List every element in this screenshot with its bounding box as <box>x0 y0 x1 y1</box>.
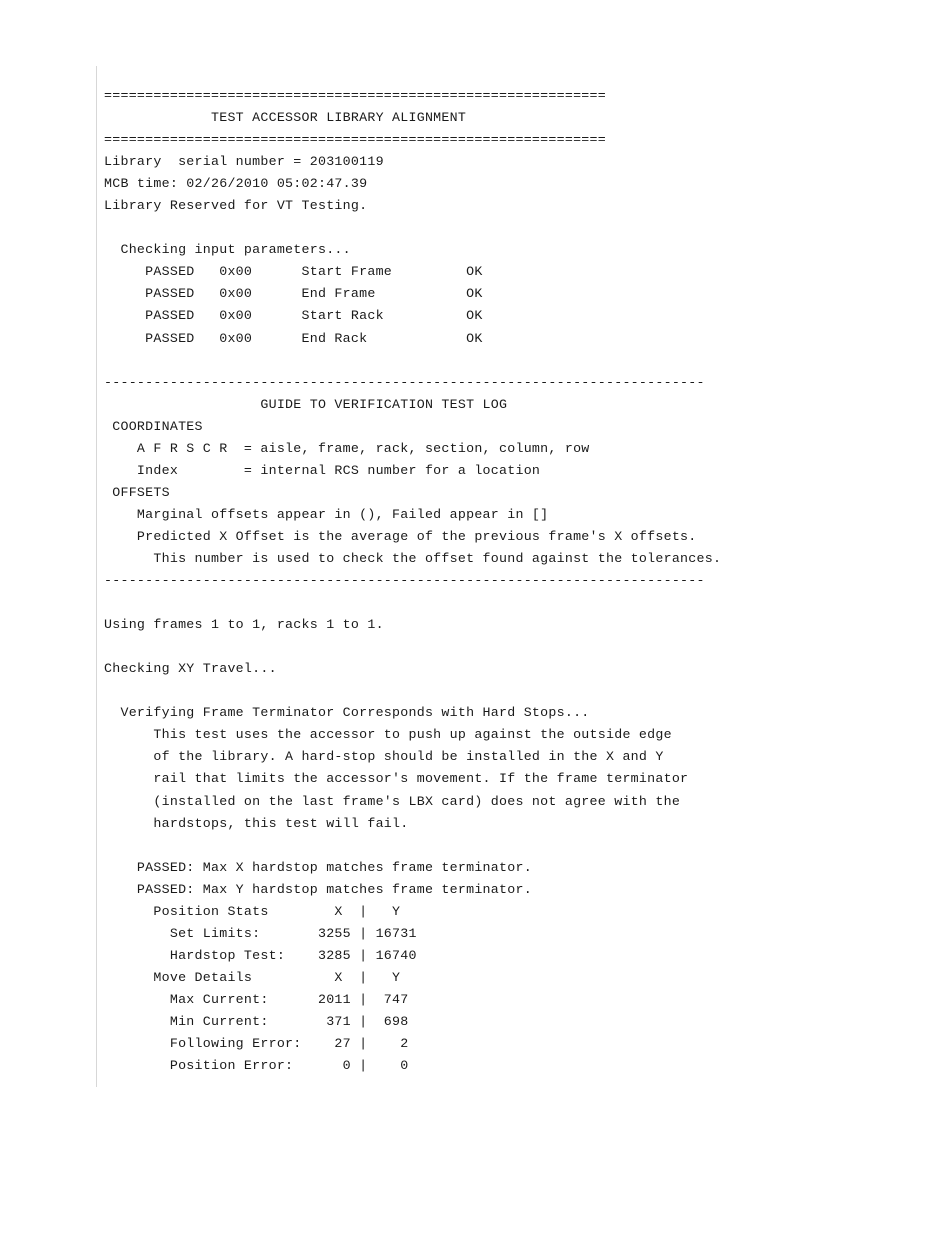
log-line: MCB time: 02/26/2010 05:02:47.39 <box>104 176 368 192</box>
log-line: hardstops, this test will fail. <box>104 815 409 831</box>
log-line: ------------------------------------------------------------------------- <box>104 573 705 589</box>
log-line: rail that limits the accessor's movement. If the frame terminator <box>104 771 689 787</box>
log-line: OFFSETS <box>104 484 170 500</box>
log-line: ------------------------------------------------------------------------- <box>104 374 705 390</box>
log-line: Marginal offsets appear in (), Failed appear in [] <box>104 506 549 522</box>
log-line: Hardstop Test: 3285 | 16740 <box>104 947 417 963</box>
log-line: COORDINATES <box>104 418 203 434</box>
log-line: PASSED 0x00 End Frame OK <box>104 286 483 302</box>
log-line: (installed on the last frame's LBX card) does not agree with the <box>104 793 681 809</box>
log-line: PASSED: Max X hardstop matches frame terminator. <box>104 859 532 875</box>
log-line: Position Stats X | Y <box>104 903 401 919</box>
log-line: ============================================================= <box>104 88 606 103</box>
log-line <box>104 636 721 658</box>
log-line: Max Current: 2011 | 747 <box>104 991 409 1007</box>
log-line: Library Reserved for VT Testing. <box>104 198 368 214</box>
log-line <box>104 835 721 857</box>
log-line: Checking XY Travel... <box>104 661 277 677</box>
test-log-text <box>104 85 721 1077</box>
log-line: Predicted X Offset is the average of the previous frame's X offsets. <box>104 528 697 544</box>
log-line: PASSED 0x00 End Rack OK <box>104 330 483 346</box>
log-line: GUIDE TO VERIFICATION TEST LOG <box>104 396 508 412</box>
log-line <box>104 350 721 372</box>
log-line <box>104 592 721 614</box>
log-line: Using frames 1 to 1, racks 1 to 1. <box>104 617 384 633</box>
log-line: ============================================================= <box>104 132 606 148</box>
log-line: A F R S C R = aisle, frame, rack, section, column, row <box>104 440 590 456</box>
log-line: Following Error: 27 | 2 <box>104 1036 409 1052</box>
log-line: Verifying Frame Terminator Corresponds with Hard Stops... <box>104 705 590 721</box>
log-line: Min Current: 371 | 698 <box>104 1013 409 1029</box>
log-line <box>104 680 721 702</box>
left-margin-rule <box>96 66 97 1087</box>
log-line: This number is used to check the offset found against the tolerances. <box>104 550 722 566</box>
log-line: PASSED: Max Y hardstop matches frame terminator. <box>104 881 532 897</box>
log-line: Position Error: 0 | 0 <box>104 1058 409 1074</box>
log-line <box>104 217 721 239</box>
log-line: Library serial number = 203100119 <box>104 154 384 170</box>
log-line: of the library. A hard-stop should be installed in the X and Y <box>104 749 664 765</box>
log-line: PASSED 0x00 Start Frame OK <box>104 264 483 280</box>
log-line: Move Details X | Y <box>104 969 401 985</box>
log-line: Checking input parameters... <box>104 242 351 258</box>
log-line: This test uses the accessor to push up against the outside edge <box>104 727 672 743</box>
log-line: Set Limits: 3255 | 16731 <box>104 925 417 941</box>
log-line: Index = internal RCS number for a location <box>104 462 541 478</box>
log-line: TEST ACCESSOR LIBRARY ALIGNMENT <box>104 110 467 126</box>
log-line: PASSED 0x00 Start Rack OK <box>104 308 483 324</box>
